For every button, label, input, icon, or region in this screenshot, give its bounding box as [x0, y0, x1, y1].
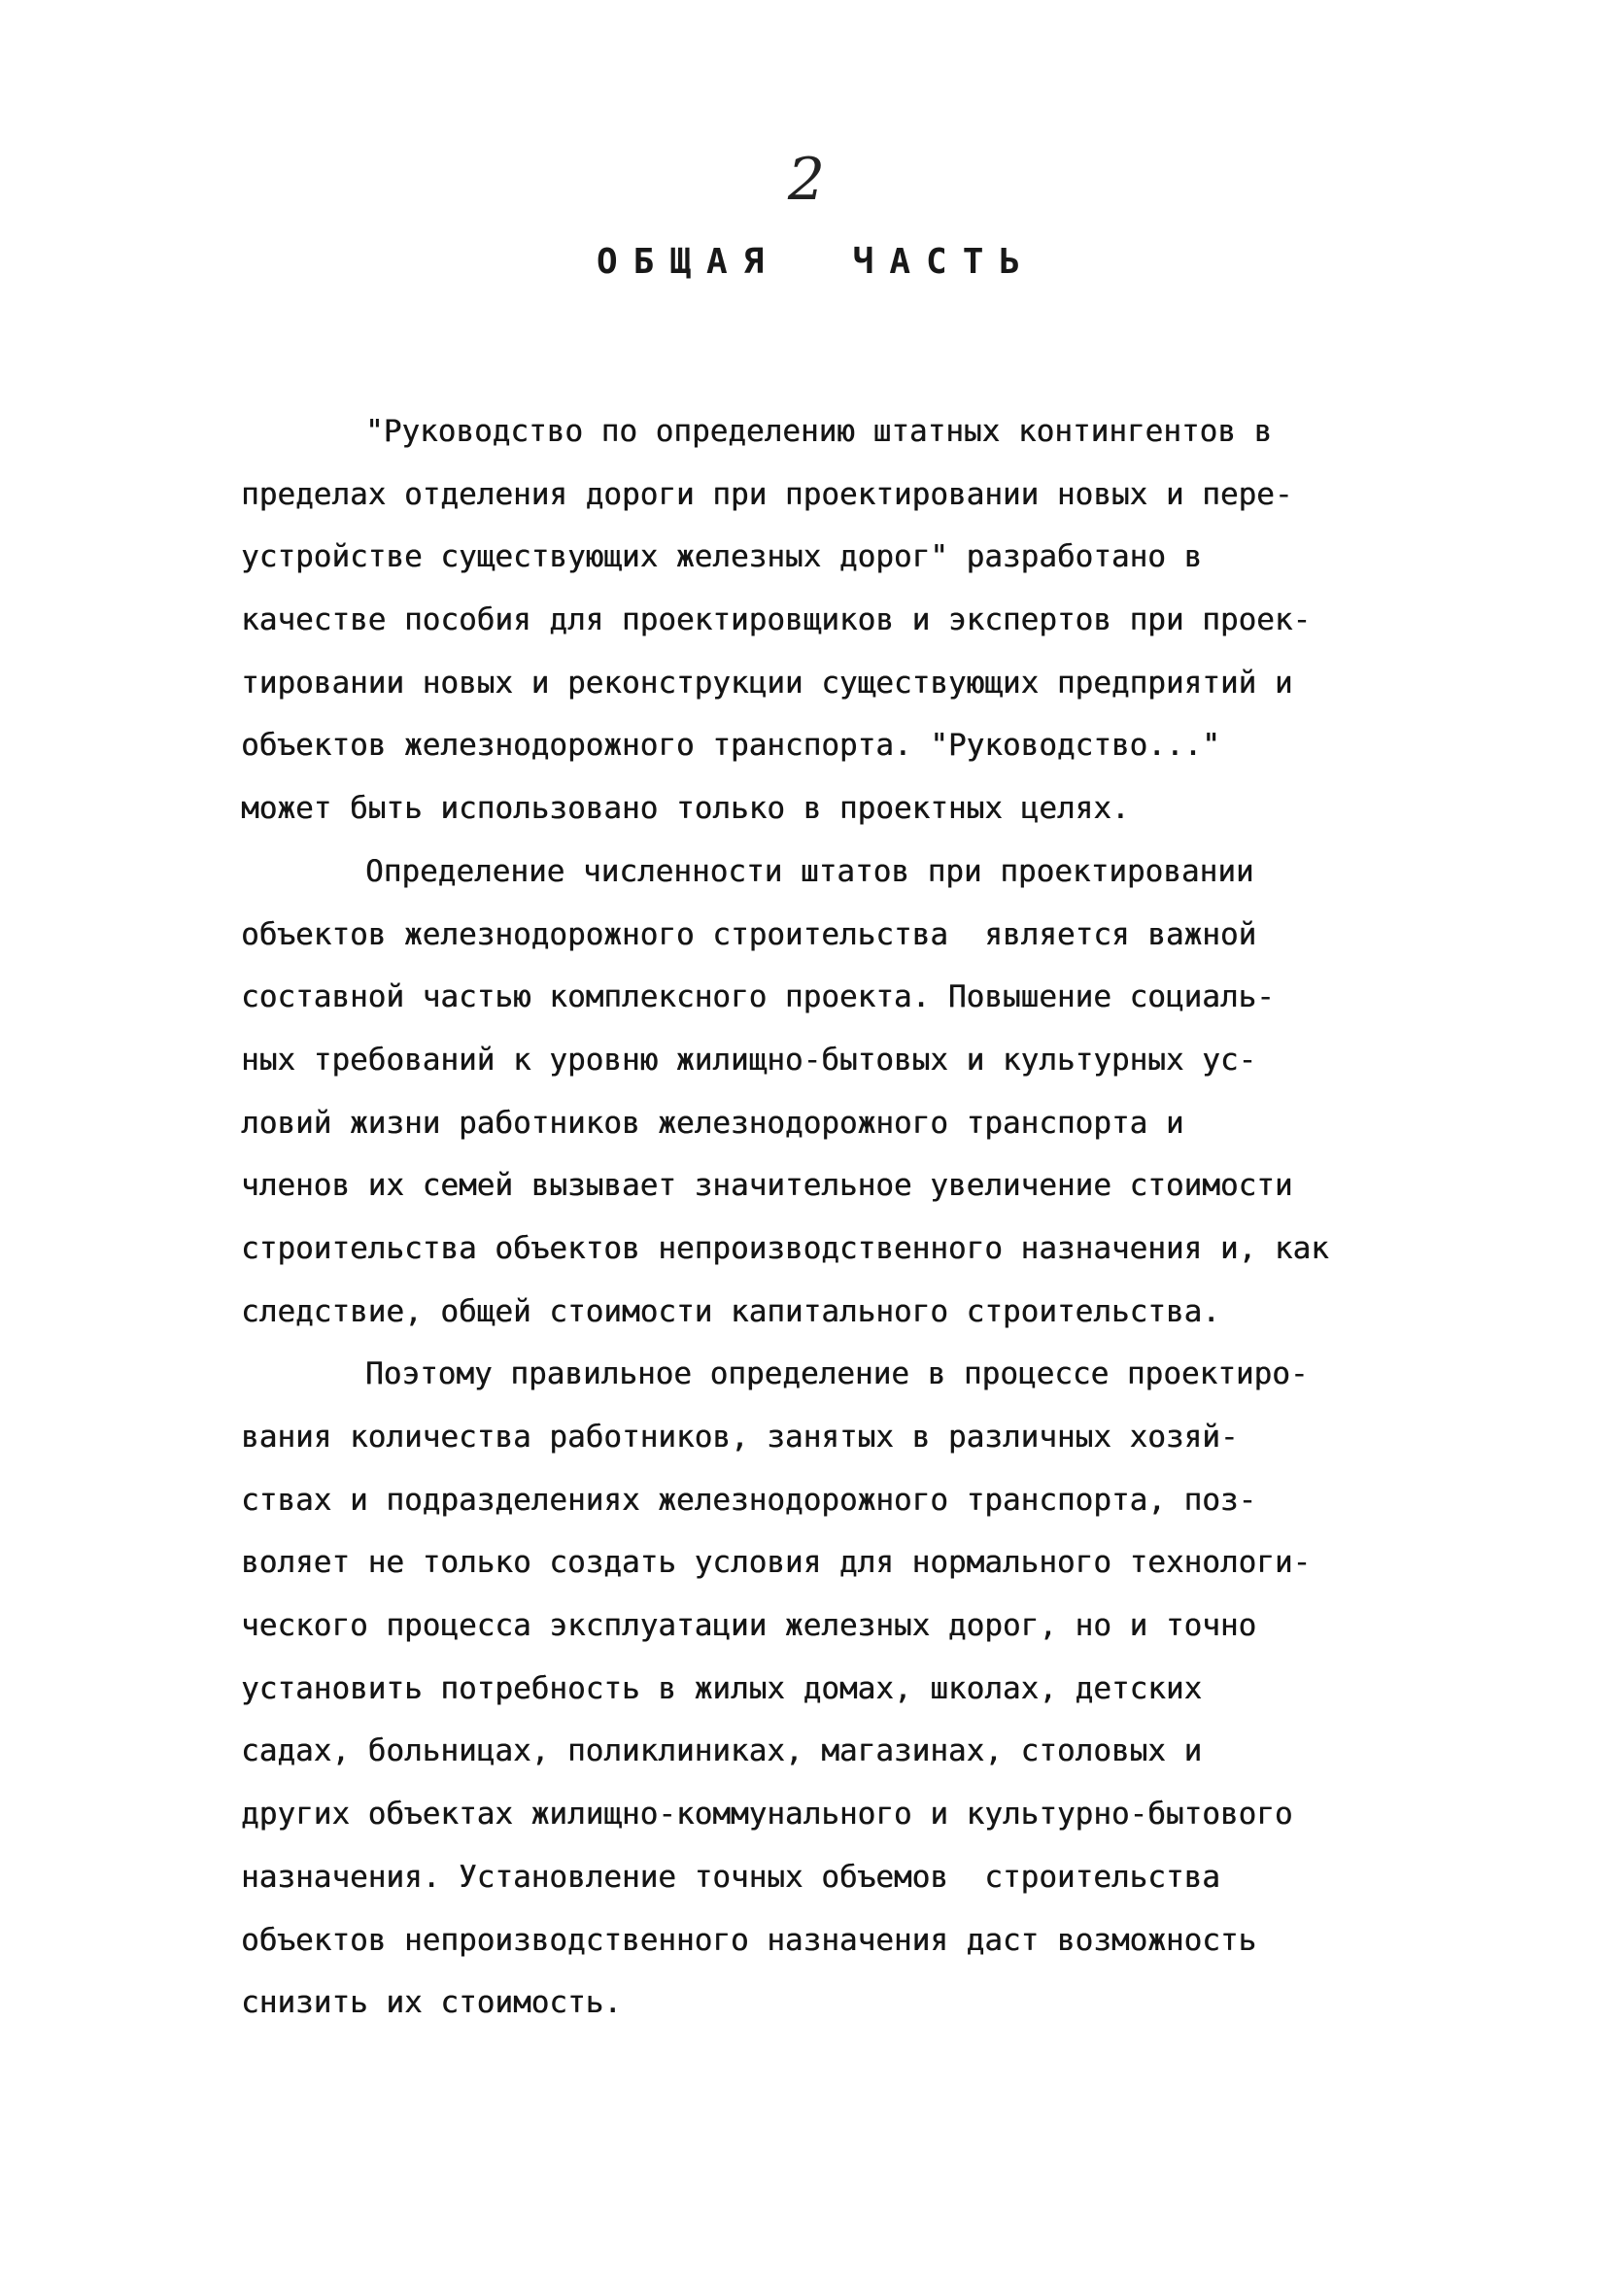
text-line: объектов железнодорожного строительства является важной [241, 916, 1257, 952]
text-line: устройстве существующих железных дорог" разработано в [241, 539, 1203, 575]
body-text [241, 400, 1446, 2035]
text-line: может быть использовано только в проектных целях. [241, 791, 1130, 827]
text-line: ствах и подразделениях железнодорожного транспорта, поз- [241, 1482, 1257, 1518]
text-line: ловий жизни работников железнодорожного транспорта и [241, 1105, 1184, 1141]
text-line: "Руководство по определению штатных контингентов в [365, 414, 1273, 449]
text-line: других объектах жилищно-коммунального и культурно-бытового [241, 1797, 1293, 1833]
paragraph-2 [241, 840, 1446, 1344]
text-line: ных требований к уровню жилищно-бытовых и культурных ус- [241, 1042, 1257, 1078]
text-line: тировании новых и реконструкции существующих предприятий и [241, 665, 1293, 701]
text-line: воляет не только создать условия для нормального технологи- [241, 1545, 1312, 1581]
text-line: следствие, общей стоимости капитального строительства. [241, 1293, 1220, 1329]
text-line: ческого процесса эксплуатации железных дорог, но и точно [241, 1608, 1257, 1644]
text-line: объектов железнодорожного транспорта. "Руководство..." [241, 728, 1220, 764]
text-line: Поэтому правильное определение в процессе проектиро- [365, 1356, 1309, 1392]
text-line: садах, больницах, поликлиниках, магазинах, столовых и [241, 1733, 1203, 1769]
text-line: назначения. Установление точных объемов строительства [241, 1859, 1220, 1895]
section-title: ОБЩАЯ ЧАСТЬ [596, 242, 1037, 282]
text-line: объектов непроизводственного назначения даст возможность [241, 1922, 1257, 1958]
text-line: снизить их стоимость. [241, 1985, 622, 2021]
text-line: вания количества работников, занятых в различных хозяй- [241, 1420, 1239, 1455]
paragraph-1 [241, 400, 1446, 840]
text-line: строительства объектов непроизводственного назначения и, как [241, 1230, 1329, 1266]
paragraph-3 [241, 1343, 1446, 2035]
text-line: Определение численности штатов при проектировании [365, 853, 1254, 889]
text-line: составной частью комплексного проекта. Повышение социаль- [241, 979, 1275, 1015]
text-line: установить потребность в жилых домах, школах, детских [241, 1670, 1203, 1706]
text-line: членов их семей вызывает значительное увеличение стоимости [241, 1168, 1293, 1204]
page-number: 2 [787, 146, 826, 214]
text-line: качестве пособия для проектировщиков и экспертов при проек- [241, 602, 1312, 638]
text-line: пределах отделения дороги при проектировании новых и пере- [241, 476, 1293, 512]
